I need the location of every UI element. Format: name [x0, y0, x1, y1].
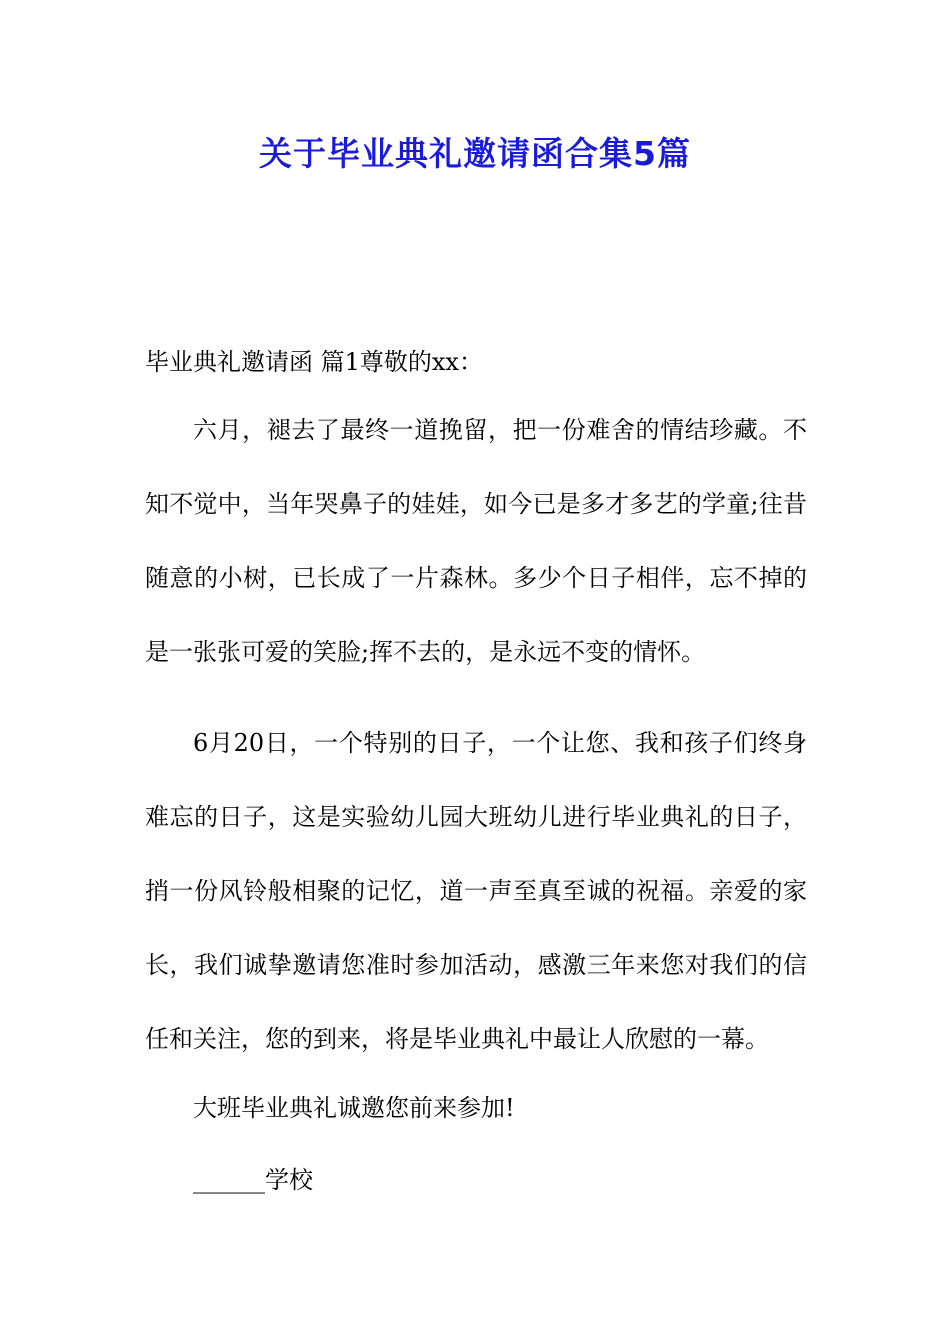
- document-title: 关于毕业典礼邀请函合集5篇: [259, 134, 691, 173]
- closing-line: 大班毕业典礼诚邀您前来参加!: [193, 1094, 515, 1122]
- paragraph-2: [145, 706, 807, 1076]
- signature-line: ______学校: [193, 1166, 313, 1194]
- letter-heading: 毕业典礼邀请函 篇1尊敬的xx：: [145, 348, 483, 376]
- paragraph-1-text: 六月，褪去了最终一道挽留，把一份难舍的情结珍藏。不知不觉中，当年哭鼻子的娃娃，如今已是多才多艺的学童;往昔随意的小树，已长成了一片森林。多少个日子相伴，忘不掉的是一张张可爱的笑脸;挥不去的，是永远不变的情怀。: [145, 416, 807, 666]
- paragraph-2-text: 6月20日，一个特别的日子，一个让您、我和孩子们终身难忘的日子，这是实验幼儿园大班幼儿进行毕业典礼的日子，捎一份风铃般相聚的记忆，道一声至真至诚的祝福。亲爱的家长，我们诚挚邀请您准时参加活动，感激三年来您对我们的信任和关注，您的到来，将是毕业典礼中最让人欣慰的一幕。: [145, 729, 807, 1053]
- paragraph-1: [145, 393, 807, 689]
